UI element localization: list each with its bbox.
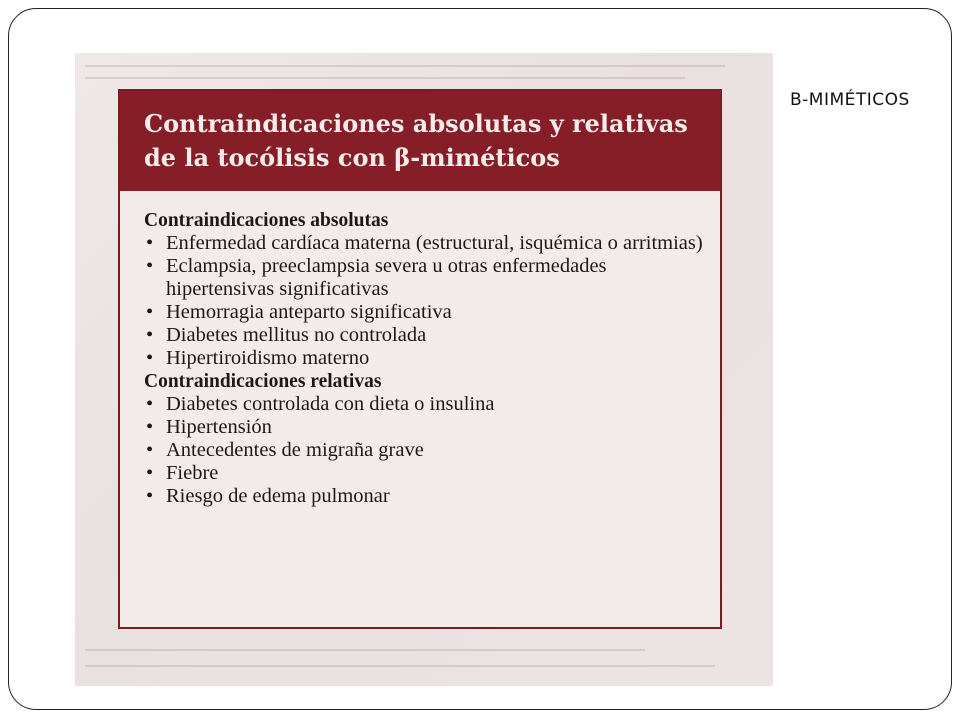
list-item-text: Antecedentes de migraña grave <box>166 439 424 461</box>
section-heading-absolute: Contraindicaciones absolutas <box>144 210 389 231</box>
list-item-text: Riesgo de edema pulmonar <box>166 485 390 507</box>
list-item <box>144 462 710 485</box>
list-item <box>144 439 710 462</box>
bullet-icon: • <box>146 255 154 277</box>
bleed-through-line <box>85 665 715 667</box>
bleed-through-line <box>85 65 725 67</box>
bullet-icon: • <box>146 393 154 415</box>
bullet-icon: • <box>146 232 154 254</box>
list-item <box>144 301 710 324</box>
list-item-text: Hipertiroidismo materno <box>166 347 370 369</box>
bullet-icon: • <box>146 347 154 369</box>
bullet-icon: • <box>146 301 154 323</box>
bullet-icon: • <box>146 416 154 438</box>
list-item <box>144 255 710 301</box>
bullet-icon: • <box>146 485 154 507</box>
list-item-text: Hemorragia anteparto significativa <box>166 301 452 323</box>
list-item-text: Diabetes controlada con dieta o insulina <box>166 393 495 415</box>
table-header <box>120 91 720 191</box>
table-title <box>144 107 704 175</box>
section-heading-relative: Contraindicaciones relativas <box>144 371 382 392</box>
bullet-icon: • <box>146 324 154 346</box>
table-body <box>144 209 710 508</box>
bullet-icon: • <box>146 462 154 484</box>
book-page-photo <box>75 53 773 686</box>
list-item-text: Fiebre <box>166 462 219 484</box>
list-item <box>144 232 710 255</box>
list-item-text: Enfermedad cardíaca materna (estructural, isquémica o arritmias) <box>166 232 703 254</box>
bleed-through-line <box>85 77 685 79</box>
bleed-through-line <box>85 649 645 651</box>
contraindications-table <box>118 89 722 629</box>
list-item <box>144 324 710 347</box>
bullet-icon: • <box>146 439 154 461</box>
list-item <box>144 416 710 439</box>
list-item-text: Hipertensión <box>166 416 272 438</box>
list-item <box>144 485 710 508</box>
table-title-line-2: de la tocólisis con β-miméticos <box>144 143 560 172</box>
slide-title: B-MIMÉTICOS <box>790 90 910 110</box>
list-item <box>144 393 710 416</box>
list-item-text: Diabetes mellitus no controlada <box>166 324 427 346</box>
list-item-text: Eclampsia, preeclampsia severa u otras enfermedades hipertensivas significativas <box>166 255 607 300</box>
table-title-line-1: Contraindicaciones absolutas y relativas <box>144 109 688 138</box>
list-item <box>144 347 710 370</box>
